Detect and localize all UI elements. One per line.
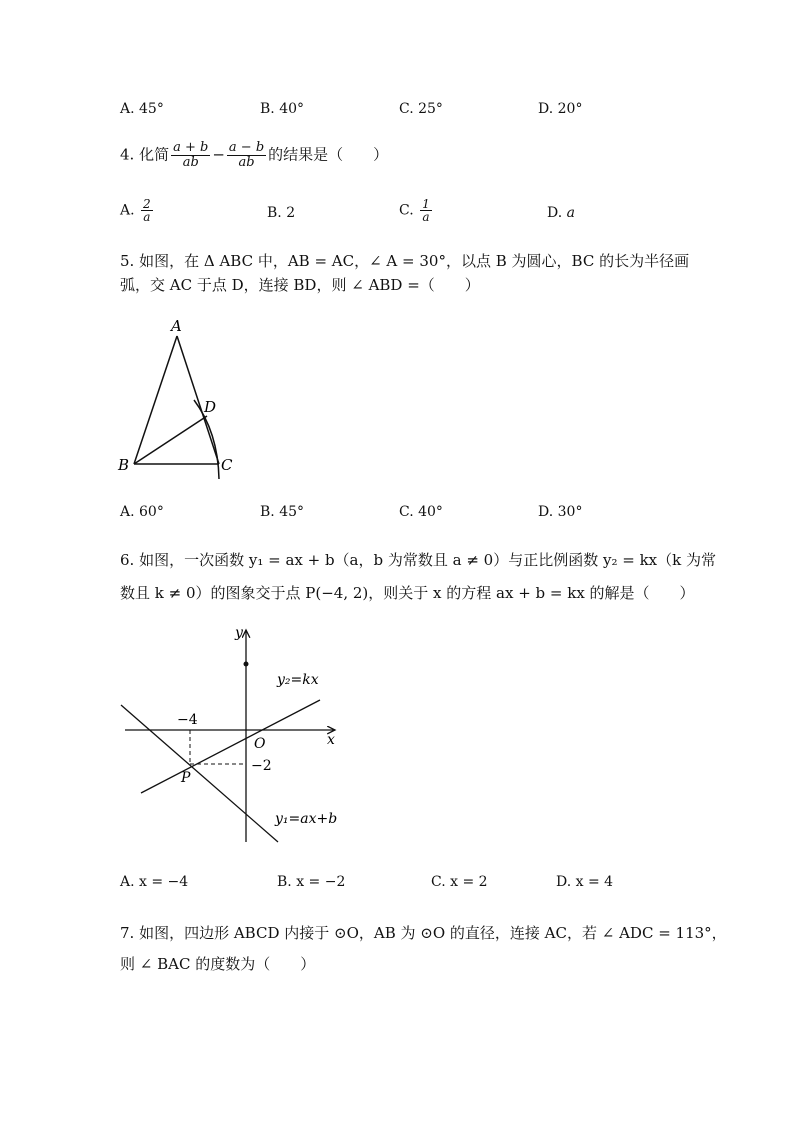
q6-option-c: C. x = 2: [431, 874, 488, 890]
q4-option-b: B. 2: [267, 205, 296, 221]
q6-option-d: D. x = 4: [556, 874, 614, 890]
q4-option-c: [399, 198, 434, 223]
q6-stem-line-2: 数且 k ≠ 0）的图象交于点 P(−4, 2)，则关于 x 的方程 ax + b = kx 的解是（ ）: [120, 584, 695, 602]
q7-stem-line-1: 7. 如图，四边形 ABCD 内接于 ⊙O，AB 为 ⊙O 的直径，连接 AC，若 ∠ ADC = 113°，: [120, 924, 727, 942]
q6-option-b: B. x = −2: [277, 874, 346, 890]
q5-option-b: B. 45°: [260, 504, 305, 520]
q5-label-d: D: [204, 398, 217, 416]
q5-stem-line-1: 5. 如图，在 Δ ABC 中，AB = AC，∠ A = 30°，以点 B 为圆心，BC 的长为半径画: [120, 252, 690, 270]
q4-option-a-numerator: 2: [143, 197, 151, 211]
q4-stem: [120, 141, 388, 170]
q6-origin-label: O: [254, 736, 266, 752]
q6-option-a: A. x = −4: [120, 874, 189, 890]
q4-option-c-label: C.: [399, 202, 414, 219]
q6-tick-x-label: −4: [177, 712, 198, 728]
q5-option-a: A. 60°: [120, 504, 164, 520]
q5-option-c: C. 40°: [399, 504, 443, 520]
q4-fraction-1: [171, 141, 210, 170]
q3-option-d: D. 20°: [538, 101, 583, 117]
q6-x-axis-label: x: [327, 732, 335, 748]
q4-option-a-denominator: a: [143, 210, 151, 224]
q4-option-a: [120, 198, 155, 223]
q4-number: 4.: [120, 145, 135, 164]
q4-fraction-1-numerator: a + b: [173, 140, 209, 155]
q5-label-a: A: [171, 317, 182, 335]
q4-fraction-1-denominator: ab: [182, 155, 199, 170]
q7-stem-line-2: 则 ∠ BAC 的度数为（ ）: [120, 955, 316, 973]
q5-label-c: C: [221, 456, 233, 474]
q4-suffix: 的结果是（ ）: [268, 145, 389, 164]
q4-option-a-label: A.: [120, 202, 135, 219]
q3-option-a: A. 45°: [120, 101, 164, 117]
q5-option-d: D. 30°: [538, 504, 583, 520]
q4-prefix: 化简: [139, 145, 170, 164]
q4-option-c-denominator: a: [422, 210, 430, 224]
q4-fraction-2: [227, 141, 266, 170]
q5-stem-line-2: 弧，交 AC 于点 D，连接 BD，则 ∠ ABD =（ ）: [120, 276, 480, 294]
q3-option-b: B. 40°: [260, 101, 305, 117]
q6-point-p-label: P: [181, 770, 191, 786]
q5-label-b: B: [118, 456, 130, 474]
q4-option-d-label: D.: [547, 205, 563, 221]
q4-option-d-value: a: [566, 205, 575, 221]
q6-graph-figure: [115, 622, 355, 852]
q6-stem-line-1: 6. 如图，一次函数 y₁ = ax + b（a，b 为常数且 a ≠ 0）与正比例函数 y₂ = kx（k 为常: [120, 551, 716, 569]
q6-y-axis-label: y: [235, 625, 243, 641]
q4-option-a-fraction: [141, 198, 153, 223]
q3-option-c: C. 25°: [399, 101, 443, 117]
q6-line-y1-label: y₁=ax+b: [275, 811, 338, 827]
q4-fraction-2-numerator: a − b: [228, 140, 265, 155]
q6-tick-y-label: −2: [251, 758, 272, 774]
q5-triangle-figure: [110, 312, 260, 482]
q4-option-c-numerator: 1: [422, 197, 430, 211]
q4-minus: −: [212, 145, 225, 164]
q4-option-c-fraction: [420, 198, 432, 223]
q4-fraction-2-denominator: ab: [238, 155, 255, 170]
q6-line-y2-label: y₂=kx: [277, 672, 319, 688]
q4-option-d: [547, 205, 575, 221]
